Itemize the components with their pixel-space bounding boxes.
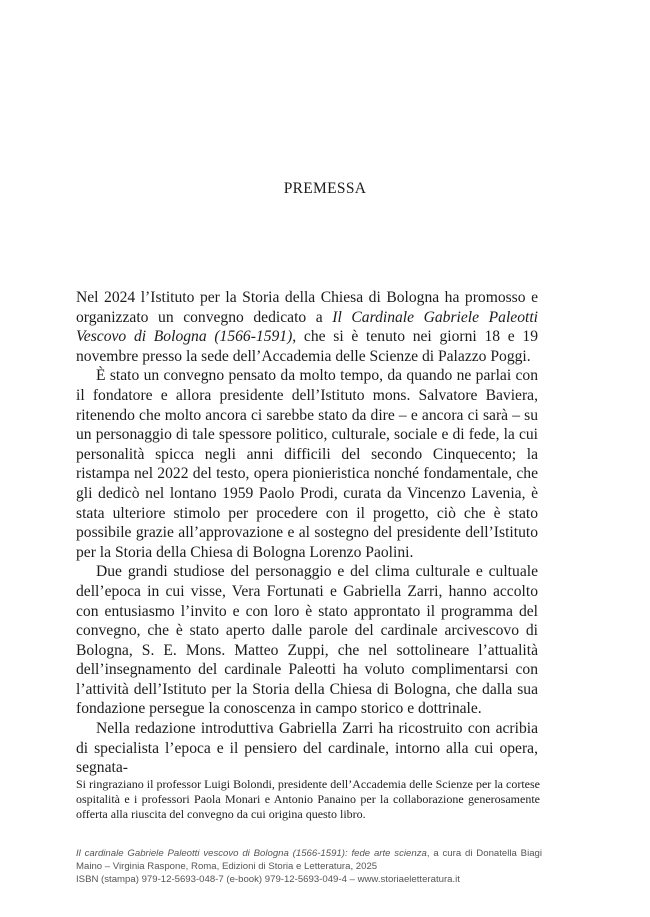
- text-segment: Nel 2024 l’Istituto per la Storia della Chiesa di Bologna ha promosso e organizzato un convegno dedicato a: [76, 289, 538, 326]
- footnote-text: Si ringraziano il professor Luigi Bolondi, presidente dell’Accademia delle Scienze per la cortese ospitalità e i professori Paola Monari e Antonio Panaino per la collaborazione generosamente offerta alla riuscita del convegno da cui origina questo libro.: [76, 777, 540, 822]
- italic-title-segment: Il Cardinale Gabriele Paleotti Vescovo di Bologna (1566-1591): [76, 308, 538, 346]
- colophon-book-title: Il cardinale Gabriele Paleotti vescovo di Bologna (1566-1591): fede arte scienza: [76, 848, 427, 859]
- body-paragraph: [76, 288, 538, 366]
- colophon-citation-rest: , a cura di Donatella Biagi Maino – Virginia Raspone, Roma, Edizioni di Storia e Letteratura, 2025: [76, 848, 542, 872]
- text-segment: Due grandi studiose del personaggio e del clima culturale e cultuale dell’epoca in cui visse, Vera Fortunati e Gabriella Zarri, hanno accolto con entusiasmo l’invito e con loro è stato approntato il programma del convegno, che è stato aperto dalle parole del cardinale arcivescovo di Bologna, S. E. Mons. Matteo Zuppi, che nel sottolineare l’attualità dell’insegnamento del cardinale Paleotti ha voluto complimentarsi con l’attività dell’Istituto per la Storia della Chiesa di Bologna, che dalla sua fondazione persegue la conoscenza in campo storico e dottrinale.: [76, 563, 538, 718]
- colophon-isbn: ISBN (stampa) 979-12-5693-048-7 (e-book) 979-12-5693-049-4 – www.storiaeletteratura.it: [76, 874, 460, 885]
- text-segment: Nella redazione introduttiva Gabriella Zarri ha ricostruito con acribia di specialista l’epoca e il pensiero del cardinale, intorno alla cui opera, segnata-: [76, 720, 538, 777]
- body-paragraph: [76, 719, 538, 778]
- colophon-citation: [76, 847, 542, 873]
- body-paragraph: [76, 562, 538, 719]
- footnote: [76, 777, 540, 823]
- text-segment: È stato un convegno pensato da molto tempo, da quando ne parlai con il fondatore e allora presidente dell’Istituto mons. Salvatore Baviera, ritenendo che molto ancora ci sarebbe stato da dire – e ancora ci sarà – su un personaggio di tale spessore politico, culturale, sociale e di fede, la cui personalità spicca negli anni difficili del secondo Cinquecento; la ristampa nel 2022 del testo, opera pionieristica nonché fondamentale, che gli dedicò nel lontano 1959 Paolo Prodi, curata da Vincenzo Lavenia, è stata ulteriore stimolo per procedere con il progetto, ciò che è stato possibile grazie all’approvazione e al sostegno del presidente dell’Istituto per la Storia della Chiesa di Bologna Lorenzo Paolini.: [76, 367, 538, 561]
- body-paragraph: [76, 366, 538, 562]
- text-segment: , che si è tenuto nei giorni 18 e 19 novembre presso la sede dell’Accademia delle Scienze di Palazzo Poggi.: [76, 328, 538, 365]
- colophon: [76, 847, 542, 886]
- page-title: PREMESSA: [283, 180, 367, 197]
- body-text: [76, 288, 538, 778]
